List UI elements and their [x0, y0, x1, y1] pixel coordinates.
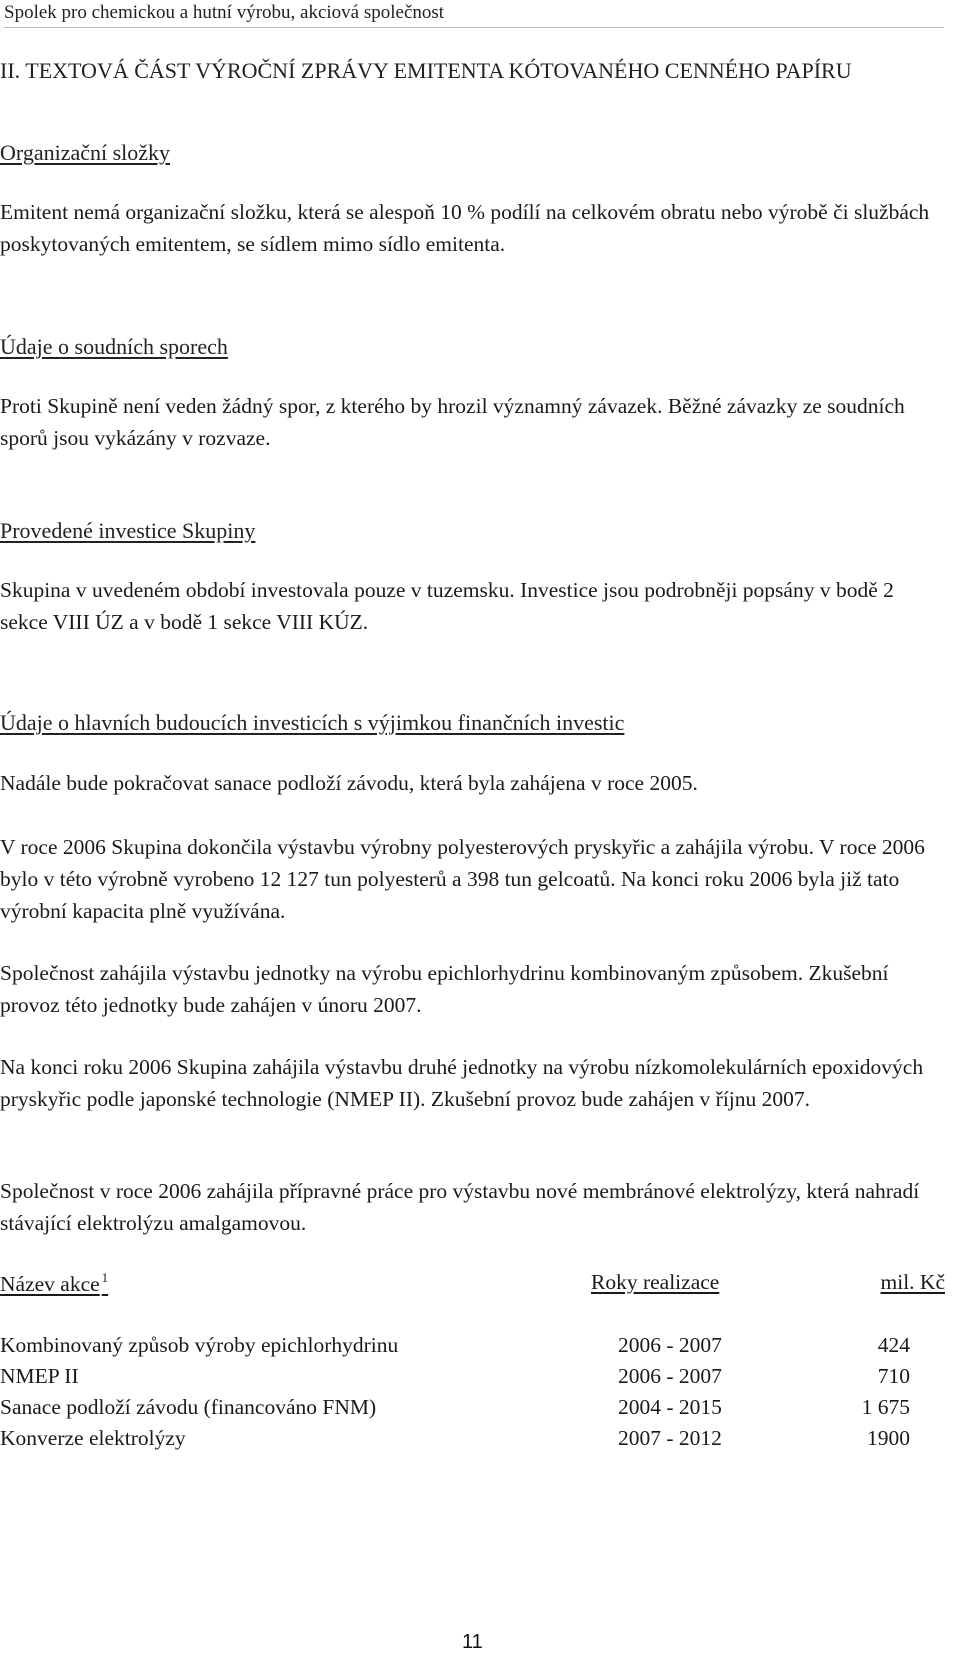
paragraph-nmep-unit: Na konci roku 2006 Skupina zahájila výstavbu druhé jednotky na výrobu nízkomolekulárních epoxidových pryskyřic podle japonské technologie (NMEP II). Zkušební provoz bude zahájen v říjnu 2007.	[0, 1055, 924, 1111]
heading-legal-disputes: Údaje o soudních sporech	[0, 334, 228, 359]
paragraph-organizational-units: Emitent nemá organizační složku, která se alespoň 10 % podílí na celkovém obratu nebo výrobě či službách poskytovaných emitentem, se sídlem mimo sídlo emitenta.	[0, 200, 930, 256]
column-header-value: mil. Kč	[880, 1270, 945, 1294]
cell-name: Sanace podloží závodu (financováno FNM)	[0, 1395, 377, 1419]
paragraph-polyester-plant: V roce 2006 Skupina dokončila výstavbu výrobny polyesterových pryskyřic a zahájila výrobu. V roce 2006 bylo v této výrobně vyrobeno 12 127 tun polyesterů a 398 tun gelcoatů. Na konci roku 2006 byla již tato výrobní kapacita plně využívána.	[0, 835, 925, 923]
page-number: 11	[462, 1631, 483, 1653]
cell-years: 2007 - 2012	[618, 1426, 722, 1450]
cell-years: 2006 - 2007	[618, 1333, 722, 1357]
cell-value: 424	[877, 1333, 910, 1357]
heading-future-investments: Údaje o hlavních budoucích investicích s výjimkou finančních investic	[0, 710, 625, 735]
table-row	[0, 1426, 945, 1457]
heading-investments: Provedené investice Skupiny	[0, 518, 256, 543]
paragraph-membrane-electrolysis: Společnost v roce 2006 zahájila přípravné práce pro výstavbu nové membránové elektrolýzy, která nahradí stávající elektrolýzu amalgamovou.	[0, 1179, 920, 1235]
table-row	[0, 1395, 945, 1426]
paragraph-epichlorohydrin-unit: Společnost zahájila výstavbu jednotky na výrobu epichlorhydrinu kombinovaným způsobem. Zkušební provoz této jednotky bude zahájen v únoru 2007.	[0, 961, 889, 1017]
paragraph-remediation: Nadále bude pokračovat sanace podloží závodu, která byla zahájena v roce 2005.	[0, 771, 698, 795]
cell-value: 710	[877, 1364, 910, 1388]
cell-years: 2006 - 2007	[618, 1364, 722, 1388]
investment-table-header	[0, 1270, 945, 1300]
table-row	[0, 1364, 945, 1395]
paragraph-legal-disputes: Proti Skupině není veden žádný spor, z kterého by hrozil významný závazek. Běžné závazky ze soudních sporů jsou vykázány v rozvaze.	[0, 394, 905, 450]
paragraph-investments: Skupina v uvedeném období investovala pouze v tuzemsku. Investice jsou podrobněji popsány v bodě 2 sekce VIII ÚZ a v bodě 1 sekce VIII KÚZ.	[0, 578, 894, 634]
column-header-name: Název akce $^1$	[0, 1270, 109, 1296]
column-header-years: Roky realizace	[591, 1270, 720, 1294]
cell-years: 2004 - 2015	[618, 1395, 722, 1419]
cell-name: Konverze elektrolýzy	[0, 1426, 186, 1450]
section-title: II. TEXTOVÁ ČÁST VÝROČNÍ ZPRÁVY EMITENTA KÓTOVANÉHO CENNÉHO PAPÍRU	[0, 58, 852, 83]
heading-organizational-units: Organizační složky	[0, 140, 171, 165]
cell-value: 1900	[867, 1426, 910, 1450]
cell-name: Kombinovaný způsob výroby epichlorhydrinu	[0, 1333, 399, 1357]
running-header: Spolek pro chemickou a hutní výrobu, akciová společnost	[4, 2, 944, 28]
table-row	[0, 1333, 945, 1364]
cell-name: NMEP II	[0, 1364, 79, 1388]
cell-value: 1 675	[861, 1395, 910, 1419]
footnote-marker: 1	[101, 1270, 109, 1285]
